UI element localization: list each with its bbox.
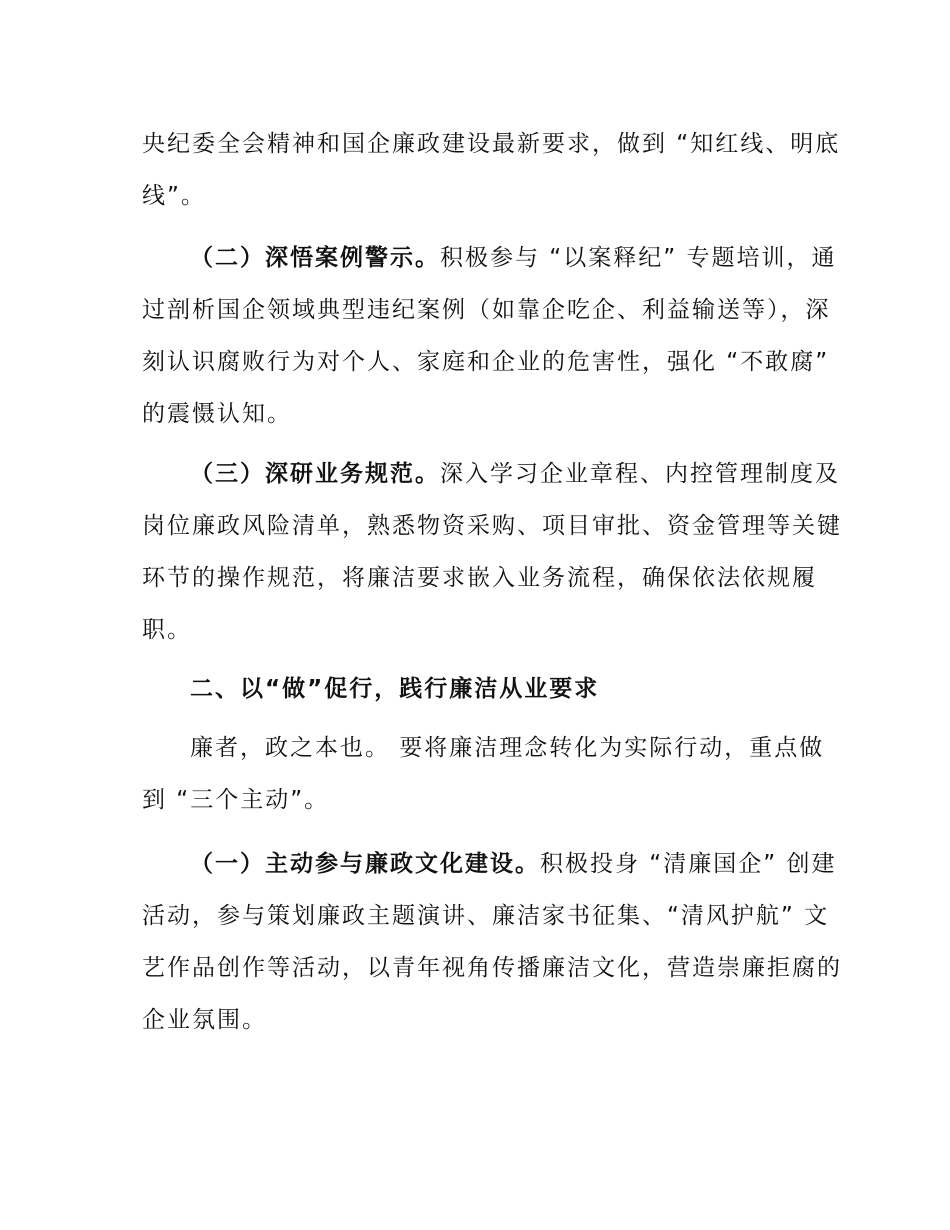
paragraph-text: 央纪委全会精神和国企廉政建设最新要求，做到 “知红线、明底线”。 (142, 131, 841, 209)
paragraph-text: 廉者，政之本也。 要将廉洁理念转化为实际行动，重点做到 “三个主动”。 (142, 735, 825, 813)
paragraph-continuation (142, 118, 842, 222)
paragraph-lead: （一）主动参与廉政文化建设。 (190, 851, 540, 877)
section-heading-text: 二、以“做”促行，践行廉洁从业要求 (190, 676, 600, 702)
paragraph-lead: （二）深悟案例警示。 (190, 245, 440, 271)
paragraph-business-norms (142, 448, 842, 656)
paragraph-lead: （三）深研业务规范。 (190, 461, 440, 487)
paragraph-text: 积极参与 “以案释纪” 专题培训，通过剖析国企领域典型违纪案例（如靠企吃企、利益输送等），深刻认识腐败行为对个人、家庭和企业的危害性，强化 “不敢腐” 的震慑认知。 (142, 245, 837, 427)
paragraph-culture-building (142, 838, 842, 1046)
paragraph-text: 积极投身 “清廉国企” 创建活动，参与策划廉政主题演讲、廉洁家书征集、“清风护航” 文艺作品创作等活动，以青年视角传播廉洁文化，营造崇廉拒腐的企业氛围。 (142, 851, 842, 1033)
paragraph-text: 深入学习企业章程、内控管理制度及岗位廉政风险清单，熟悉物资采购、项目审批、资金管理等关键环节的操作规范，将廉洁要求嵌入业务流程，确保依法依规履职。 (142, 461, 842, 643)
paragraph-intro (142, 722, 842, 826)
paragraph-case-warning (142, 232, 842, 440)
section-heading (142, 663, 842, 715)
